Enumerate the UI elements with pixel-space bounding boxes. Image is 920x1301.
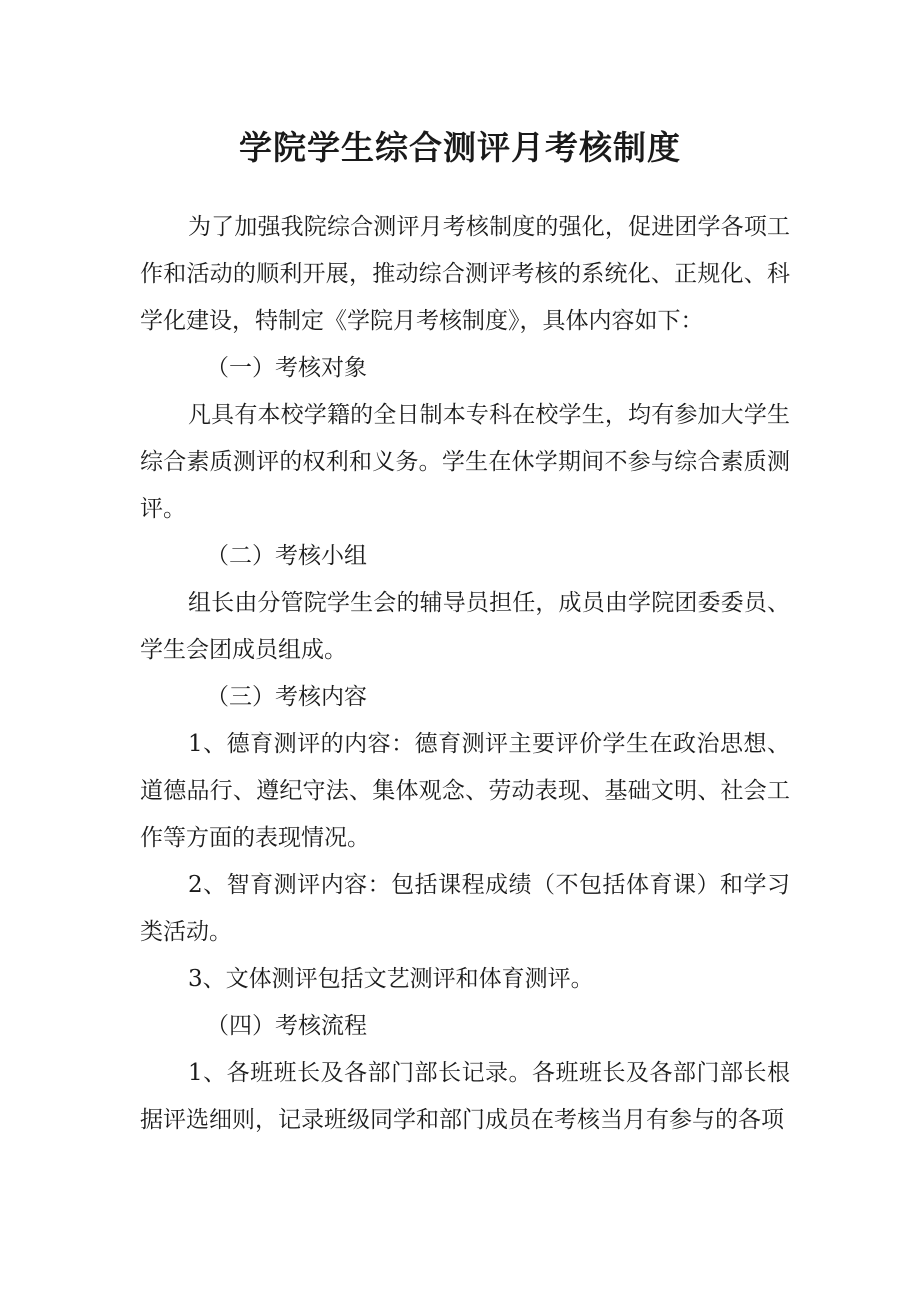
document-title: 学院学生综合测评月考核制度 (239, 128, 681, 167)
section-heading-assessment-process: （四）考核流程 (206, 1013, 367, 1039)
body-paragraph-moral-evaluation: 1、德育测评的内容：德育测评主要评价学生在政治思想、道德品行、遵纪守法、集体观念、劳动表现、基础文明、社会工作等方面的表现情况。 (140, 731, 790, 851)
body-paragraph-intellectual-evaluation: 2、智育测评内容：包括课程成绩（不包括体育课）和学习类活动。 (140, 872, 790, 945)
body-paragraph-group: 组长由分管院学生会的辅导员担任，成员由学院团委委员、学生会团成员组成。 (140, 590, 790, 663)
body-paragraph-process-step-1: 1、各班班长及各部门部长记录。各班班长及各部门部长根据评选细则，记录班级同学和部门成员在考核当月有参与的各项 (140, 1060, 790, 1133)
section-heading-assessment-targets: （一）考核对象 (206, 355, 367, 381)
document-body (140, 204, 790, 1144)
section-heading-assessment-group: （二）考核小组 (206, 543, 367, 569)
body-paragraph-targets: 凡具有本校学籍的全日制本专科在校学生，均有参加大学生综合素质测评的权利和义务。学生在休学期间不参与综合素质测评。 (140, 402, 790, 522)
intro-paragraph: 为了加强我院综合测评月考核制度的强化，促进团学各项工作和活动的顺利开展，推动综合测评考核的系统化、正规化、科学化建设，特制定《学院月考核制度》，具体内容如下： (140, 214, 790, 334)
section-heading-assessment-content: （三）考核内容 (206, 684, 367, 710)
body-paragraph-arts-sports-evaluation: 3、文体测评包括文艺测评和体育测评。 (188, 966, 594, 992)
